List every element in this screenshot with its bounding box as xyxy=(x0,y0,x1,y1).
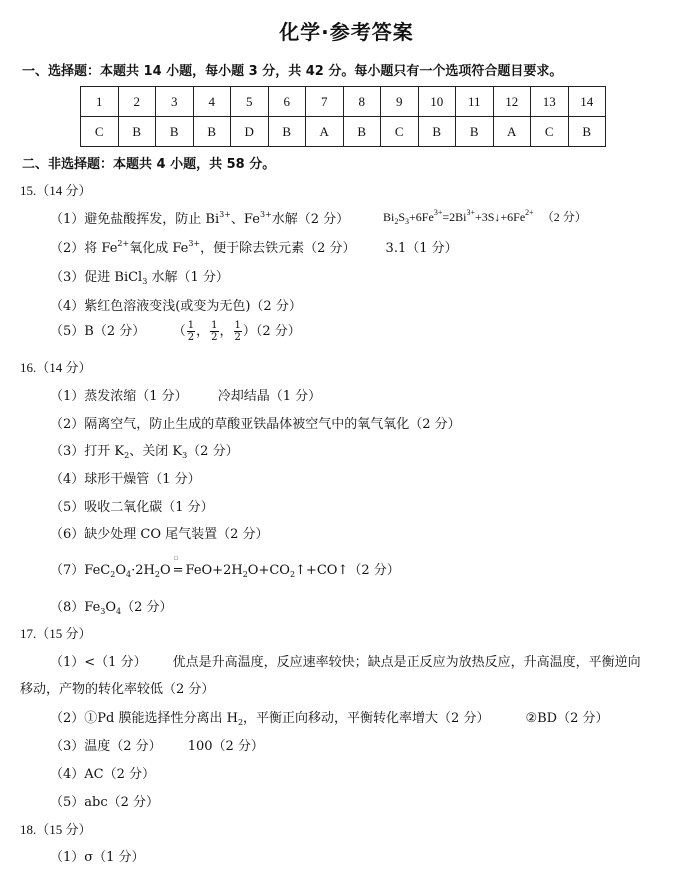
text: 水解（2 分） xyxy=(271,212,350,227)
subscript: 2 xyxy=(110,570,116,579)
text: （1）避免盐酸挥发，防止 Bi xyxy=(50,212,220,227)
subscript: 2 xyxy=(394,217,399,226)
text: ，便于除去铁元素（2 分） xyxy=(200,241,356,256)
text: （3）促进 BiCl xyxy=(50,270,143,285)
superscript: 2+ xyxy=(117,239,130,248)
subscript: 3 xyxy=(142,277,148,286)
subscript: 3 xyxy=(182,451,188,460)
q16-answer-2: （2）隔离空气，防止生成的草酸亚铁晶体被空气中的氧气氧化（2 分） xyxy=(50,417,461,432)
q17-answer-2 xyxy=(50,707,609,727)
answer-cell: B xyxy=(156,117,194,147)
question-number: 7 xyxy=(306,87,344,117)
text: ）（2 分） xyxy=(242,324,301,339)
answer-cell: B xyxy=(456,117,494,147)
text: O xyxy=(105,600,117,615)
page-title: 化学·参考答案 xyxy=(279,20,414,44)
numerator: 1 xyxy=(187,320,195,331)
q17-answer-1 xyxy=(50,651,641,670)
answer-cell: C xyxy=(531,117,569,147)
text: （3）打开 K xyxy=(50,444,125,459)
text: （7）FeC xyxy=(50,563,111,578)
question-number-row xyxy=(81,87,606,117)
denominator: 2 xyxy=(211,332,218,343)
text: ， xyxy=(196,324,210,339)
text: （ xyxy=(179,324,186,339)
superscript: 3+ xyxy=(433,208,443,217)
text: （2 分） xyxy=(541,210,587,224)
question-number: 9 xyxy=(381,87,419,117)
text: （5）B（2 分） xyxy=(50,324,146,339)
section-1-heading: 一、选择题：本题共 14 小题，每小题 3 分，共 42 分。每小题只有一个选项符合题目要求。 xyxy=(22,64,563,79)
text: 氧化成 Fe xyxy=(129,241,189,256)
denominator: 2 xyxy=(187,332,195,343)
q15-equation xyxy=(383,208,587,226)
subscript: 2 xyxy=(242,570,248,579)
question-number: 13 xyxy=(531,87,569,117)
text: （2 分） xyxy=(187,444,239,459)
superscript: 3+ xyxy=(188,239,201,248)
text: O xyxy=(159,563,171,578)
answer-cell: B xyxy=(118,117,156,147)
numerator: 1 xyxy=(234,320,241,331)
q15-answer-5 xyxy=(50,320,301,343)
q15-answer-4: （4）紫红色溶液变浅(或变为无色)（2 分） xyxy=(50,299,302,314)
q17-answer-4: （4）AC（2 分） xyxy=(50,767,156,782)
superscript: 3+ xyxy=(466,208,475,217)
text: =2Bi xyxy=(442,210,467,224)
answer-table xyxy=(80,86,606,147)
subscript: 2 xyxy=(289,570,296,579)
q16-answer-6: （6）缺少处理 CO 尾气装置（2 分） xyxy=(50,527,269,542)
text: S xyxy=(398,210,406,224)
question-number: 3 xyxy=(156,87,194,117)
text: 3.1（1 分） xyxy=(385,241,458,256)
text: 、Fe xyxy=(230,212,260,227)
question-number: 12 xyxy=(493,87,531,117)
fraction xyxy=(234,320,242,343)
answer-cell: A xyxy=(306,117,344,147)
question-number: 14 xyxy=(568,87,606,117)
text: ②BD（2 分） xyxy=(525,711,609,726)
q16-answer-4: （4）球形干燥管（1 分） xyxy=(50,472,201,487)
q18-answer-1: （1）σ（1 分） xyxy=(50,850,145,865)
text: O+CO xyxy=(247,563,290,578)
question-number: 5 xyxy=(231,87,269,117)
text: 、关闭 K xyxy=(129,444,183,459)
text: （8）Fe xyxy=(50,600,101,615)
answer-cell: B xyxy=(343,117,381,147)
heat-equals-sign: ▫ = xyxy=(172,554,184,578)
q16-answer-7 xyxy=(50,554,400,579)
q15-header: 15.（14 分） xyxy=(20,183,92,198)
answer-cell: B xyxy=(193,117,231,147)
text: （2）将 Fe xyxy=(50,241,118,256)
subscript: 3 xyxy=(405,217,410,226)
subscript: 2 xyxy=(154,570,160,579)
q16-answer-8 xyxy=(50,596,173,616)
text: （3）温度（2 分） xyxy=(50,739,162,754)
question-number: 1 xyxy=(81,87,119,117)
superscript: 3+ xyxy=(219,210,231,219)
text: +6Fe xyxy=(409,210,434,224)
q15-answer-1 xyxy=(50,208,349,227)
text: ·2H xyxy=(131,563,155,578)
answer-cell: B xyxy=(418,117,456,147)
text: （1）<（1 分） xyxy=(50,655,147,670)
answer-cell: B xyxy=(568,117,606,147)
text: Bi xyxy=(383,210,395,224)
text: （2）①Pd 膜能选择性分离出 H xyxy=(50,711,238,726)
text: ，平衡正向移动，平衡转化率增大（2 分） xyxy=(243,711,490,726)
subscript: 2 xyxy=(124,451,130,460)
question-number: 4 xyxy=(193,87,231,117)
text: （1）蒸发浓缩（1 分） xyxy=(50,389,188,404)
section-2-heading: 二、非选择题：本题共 4 小题，共 58 分。 xyxy=(22,157,276,172)
text: +3S↓+6Fe xyxy=(474,210,526,224)
q15-answer-2 xyxy=(50,237,458,256)
q16-answer-5: （5）吸收二氧化碳（1 分） xyxy=(50,500,214,515)
subscript: 4 xyxy=(116,607,122,616)
answer-row xyxy=(81,117,606,147)
subscript: 3 xyxy=(100,607,106,616)
superscript: 2+ xyxy=(525,208,534,217)
fraction xyxy=(210,320,218,343)
question-number: 8 xyxy=(343,87,381,117)
q16-header: 16.（14 分） xyxy=(20,360,92,375)
text: 100（2 分） xyxy=(187,739,264,754)
q18-header: 18.（15 分） xyxy=(20,822,92,837)
question-number: 6 xyxy=(268,87,306,117)
answer-cell: A xyxy=(493,117,531,147)
denominator: 2 xyxy=(234,332,241,343)
text: ↑+CO↑（2 分） xyxy=(295,563,400,578)
subscript: 2 xyxy=(237,718,244,727)
superscript: 3+ xyxy=(259,210,272,219)
answer-cell: B xyxy=(268,117,306,147)
question-number: 11 xyxy=(456,87,494,117)
text: 水解（1 分） xyxy=(147,270,229,285)
q15-answer-3 xyxy=(50,266,229,286)
text: （2 分） xyxy=(121,600,173,615)
text: O xyxy=(115,563,126,578)
q17-answer-3 xyxy=(50,735,264,754)
q17-header: 17.（15 分） xyxy=(20,626,92,641)
fraction xyxy=(187,320,195,343)
text: ， xyxy=(219,324,233,339)
text: FeO+2H xyxy=(185,563,243,578)
question-number: 2 xyxy=(118,87,156,117)
subscript: 4 xyxy=(126,570,132,579)
question-number: 10 xyxy=(418,87,456,117)
q17-answer-5: （5）abc（2 分） xyxy=(50,795,160,810)
text: 冷却结晶（1 分） xyxy=(217,389,322,404)
q16-answer-1 xyxy=(50,385,321,404)
answer-cell: C xyxy=(81,117,119,147)
q16-answer-3 xyxy=(50,440,239,460)
text: 优点是升高温度，反应速率较快；缺点是正反应为放热反应，升高温度，平衡逆向 xyxy=(172,655,641,670)
numerator: 1 xyxy=(211,320,218,331)
q17-answer-1-continued: 移动，产物的转化率较低（2 分） xyxy=(20,682,215,697)
answer-cell: C xyxy=(381,117,419,147)
answer-cell: D xyxy=(231,117,269,147)
